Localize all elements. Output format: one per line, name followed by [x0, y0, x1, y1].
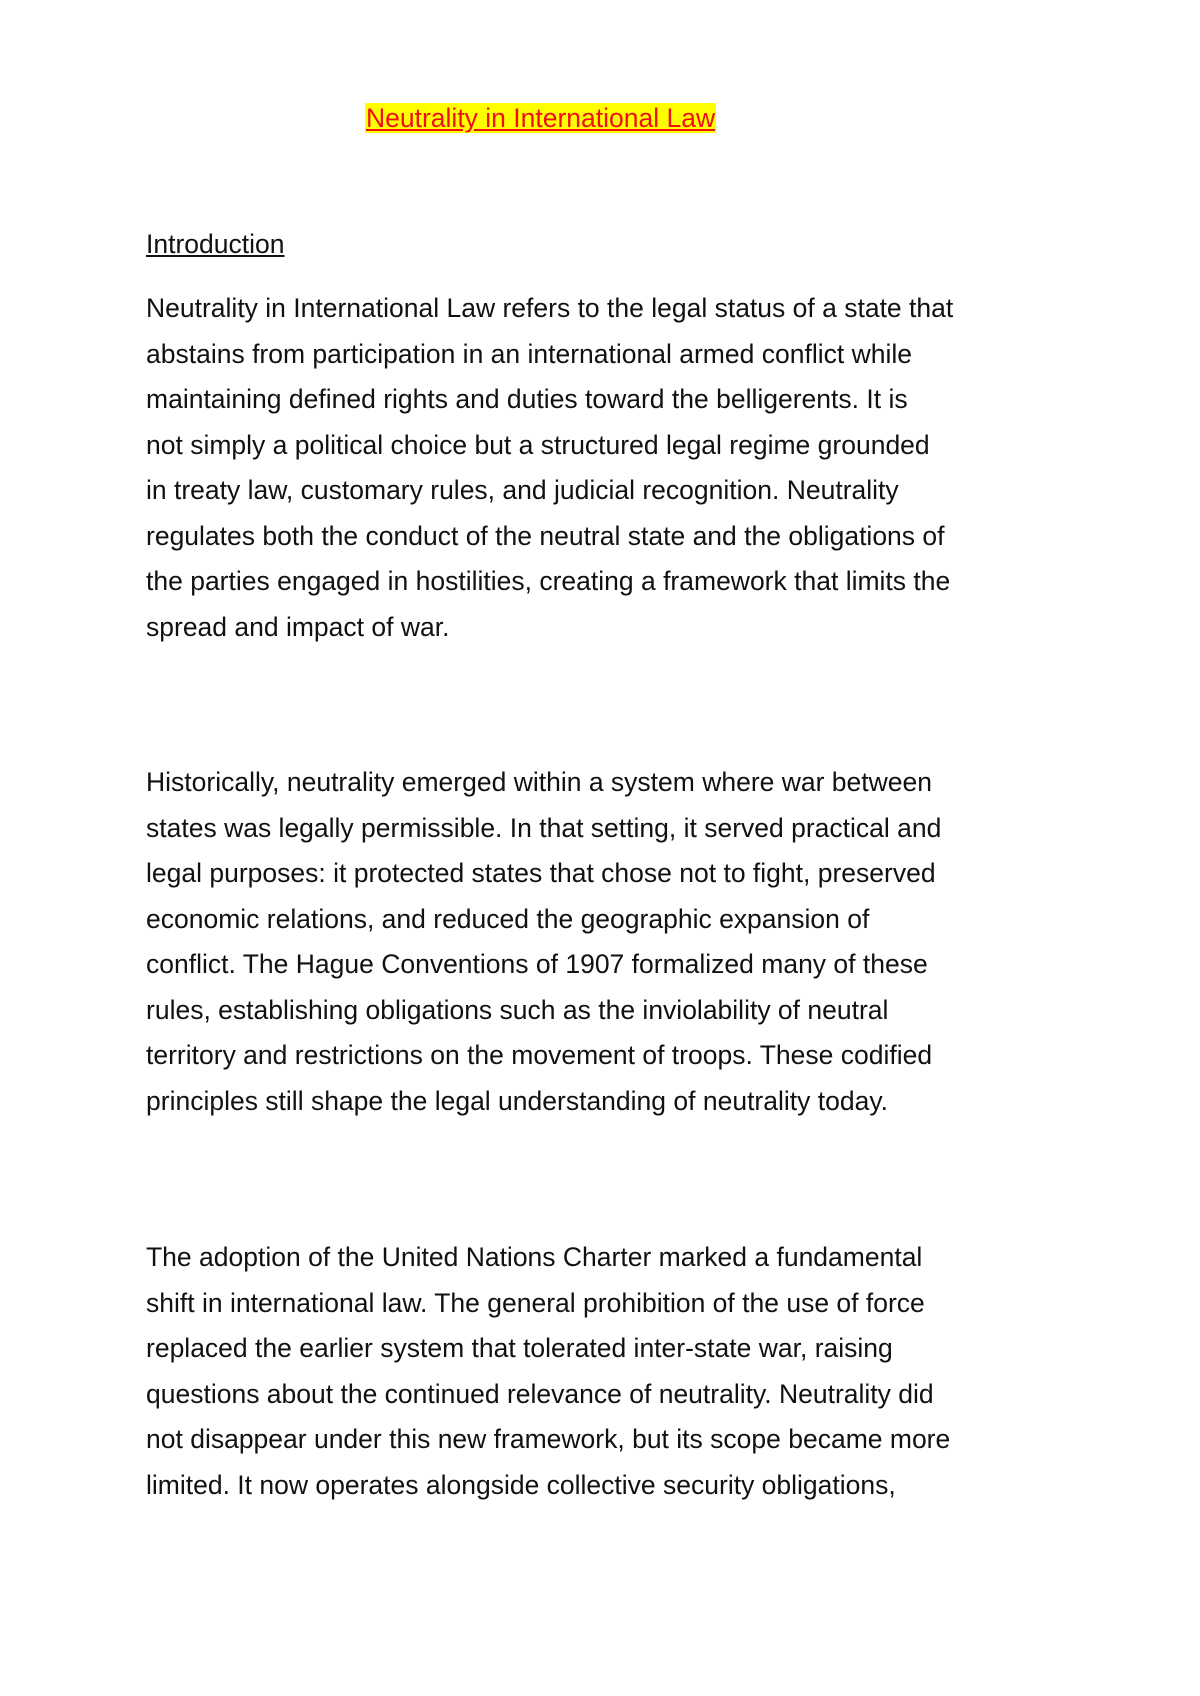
paragraph-line: limited. It now operates alongside collective security obligations,: [146, 1469, 896, 1500]
document-title: [365, 101, 716, 135]
paragraph-line: conflict. The Hague Conventions of 1907 formalized many of these: [146, 949, 928, 979]
paragraph-line: Historically, neutrality emerged within a system where war between: [146, 767, 932, 797]
document-title-text: Neutrality in International Law: [366, 103, 716, 133]
paragraph-line: not simply a political choice but a structured legal regime grounded: [146, 429, 930, 460]
paragraph-line: The adoption of the United Nations Charter marked a fundamental: [146, 1242, 923, 1272]
paragraph-line: legal purposes: it protected states that chose not to fight, preserved: [146, 858, 936, 888]
paragraph-line: shift in international law. The general prohibition of the use of force: [146, 1287, 925, 1318]
paragraph-line: maintaining defined rights and duties toward the belligerents. It is: [146, 384, 908, 414]
paragraph-3: [146, 1235, 1086, 1508]
paragraph-line: replaced the earlier system that tolerated inter-state war, raising: [146, 1333, 893, 1363]
paragraph-line: not disappear under this new framework, but its scope became more: [146, 1424, 951, 1454]
paragraph-line: regulates both the conduct of the neutral state and the obligations of: [146, 520, 945, 551]
paragraph-line: spread and impact of war.: [146, 611, 450, 642]
section-heading: Introduction: [146, 229, 285, 259]
paragraph-line: questions about the continued relevance of neutrality. Neutrality did: [146, 1378, 934, 1409]
paragraph-line: economic relations, and reduced the geographic expansion of: [146, 903, 870, 934]
paragraph-line: in treaty law, customary rules, and judicial recognition. Neutrality: [146, 475, 899, 505]
paragraph-line: rules, establishing obligations such as the inviolability of neutral: [146, 994, 889, 1025]
paragraph-2: [146, 760, 1086, 1124]
paragraph-line: principles still shape the legal understanding of neutrality today.: [146, 1085, 888, 1116]
paragraph-line: states was legally permissible. In that setting, it served practical and: [146, 812, 942, 843]
paragraph-line: territory and restrictions on the movement of troops. These codified: [146, 1040, 933, 1070]
paragraph-line: abstains from participation in an international armed conflict while: [146, 338, 912, 369]
paragraph-1: [146, 286, 1086, 650]
paragraph-line: the parties engaged in hostilities, creating a framework that limits the: [146, 566, 951, 596]
paragraph-line: Neutrality in International Law refers to the legal status of a state that: [146, 293, 954, 323]
